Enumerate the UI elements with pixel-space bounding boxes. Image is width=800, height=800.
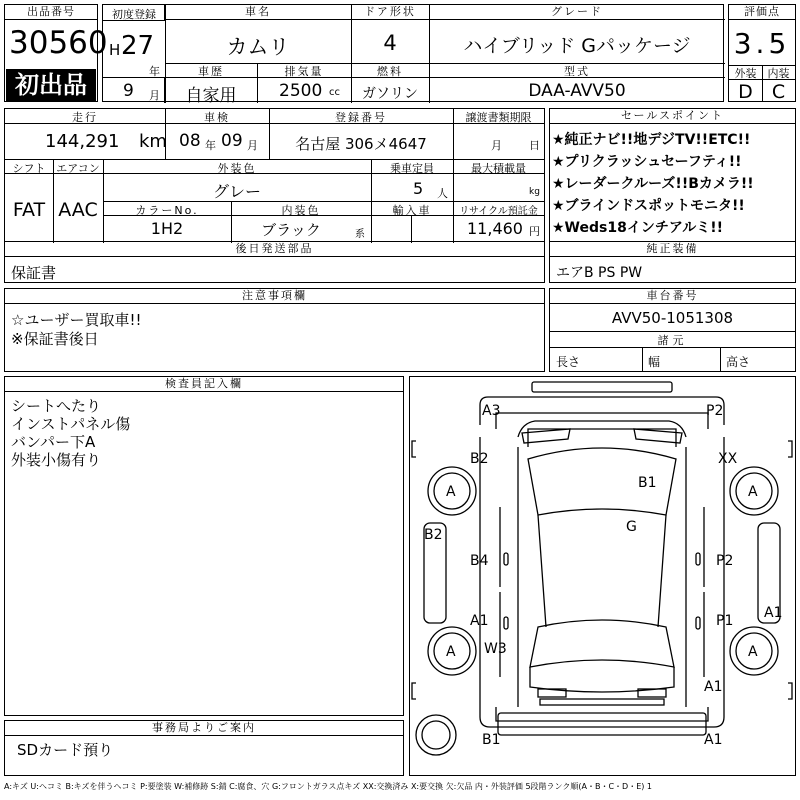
damage-mark: G (626, 519, 637, 535)
office-value: SDカード預り (17, 741, 114, 759)
later-parts-box (4, 241, 545, 283)
notes-label: 注意事項欄 (5, 289, 544, 304)
recycle-unit: 円 (529, 225, 540, 238)
reg-number-label: 登録番号 (335, 111, 387, 124)
sales-point: ★プリクラッシュセーフティ!! (552, 154, 742, 170)
first-reg-label: 初度登録 (112, 8, 156, 21)
mileage-unit: km (139, 131, 167, 152)
damage-mark: P2 (716, 553, 734, 569)
color-label: 外装色 (217, 162, 257, 175)
wheel-mark: A (748, 644, 758, 660)
reg-number: 名古屋 306メ4647 (295, 135, 427, 153)
damage-mark: B2 (470, 451, 489, 467)
fuel-label: 燃料 (377, 65, 403, 78)
reg-month-unit: 月 (149, 89, 160, 102)
ext-grade: D (738, 81, 753, 103)
wheel-mark: A (446, 644, 456, 660)
inspector-label: 検査員記入欄 (5, 377, 403, 392)
name-label: 車名 (165, 5, 351, 20)
insp-month: 09 (221, 131, 243, 151)
damage-mark: A1 (470, 613, 489, 629)
fuel-value: ガソリン (362, 86, 418, 102)
inspector-line: インストパネル傷 (11, 415, 131, 433)
damage-mark: A1 (704, 679, 723, 695)
interior-value: ブラック (261, 221, 321, 239)
displacement-unit: cc (329, 87, 340, 98)
insp-month-unit: 月 (247, 139, 258, 152)
capacity-unit: 人 (437, 187, 448, 200)
damage-mark: W3 (484, 641, 507, 657)
capacity-label: 乗車定員 (390, 162, 434, 175)
mileage-label: 走行 (72, 111, 98, 124)
office-box (4, 720, 404, 776)
reg-year: 27 (121, 31, 155, 61)
door-label: ドア形状 (351, 5, 429, 20)
sales-point: ★Weds18インチアルミ!! (552, 220, 724, 236)
shift-label: シフト (12, 162, 46, 175)
notes-line: ※保証書後日 (11, 330, 99, 348)
header-table (102, 4, 724, 106)
recycle-value: 11,460 (467, 219, 523, 238)
sales-point: ★ブラインドスポットモニタ!! (552, 198, 745, 214)
equipment-value: エアB PS PW (556, 265, 643, 281)
damage-diagram (409, 376, 796, 776)
transfer-month-unit: 月 (491, 139, 502, 152)
sales-points-label: セールスポイント (550, 109, 795, 124)
width-label: 幅 (648, 355, 661, 369)
chassis-box (549, 288, 796, 372)
grade-value: ハイブリッド Gパッケージ (463, 35, 691, 57)
later-parts-label: 後日発送部品 (5, 242, 544, 257)
lot-box (4, 4, 108, 102)
insp-year: 08 (179, 131, 201, 151)
first-listing-badge: 初出品 (6, 69, 96, 101)
ac-value: AAC (58, 199, 98, 221)
inspector-box (4, 376, 404, 716)
equipment-box (549, 241, 796, 283)
inspector-line: バンパー下A (11, 433, 96, 451)
door-count: 4 (383, 31, 397, 55)
wheel-mark: A (446, 484, 456, 500)
legend: A:キズ U:ヘコミ B:キズを伴うヘコミ P:要塗装 W:補修跡 S:錆 C:腐食、穴 G:フロントガラス点キズ XX:交換済み X:要交換 欠:欠品 内・外装評価 5段階ランク順(A・B・C・D・E) 1 (4, 782, 653, 791)
damage-mark: B1 (638, 475, 657, 491)
history-value: 自家用 (185, 86, 237, 106)
sales-point: ★純正ナビ!!地デジTV!!ETC!! (552, 132, 751, 148)
office-label: 事務局よりご案内 (5, 721, 403, 736)
length-label: 長さ (556, 355, 581, 369)
int-grade: C (771, 81, 786, 103)
score-label: 評価点 (729, 5, 795, 20)
score-value: 3.5 (733, 27, 791, 60)
era: H (109, 41, 121, 59)
load-unit: kg (529, 187, 540, 197)
chassis-label: 車台番号 (550, 289, 795, 304)
load-label: 最大積載量 (471, 162, 526, 175)
damage-mark: P2 (706, 403, 724, 419)
displacement-label: 排気量 (284, 65, 324, 78)
grade-label: グレード (429, 5, 725, 20)
notes-line: ☆ユーザー買取車!! (11, 311, 142, 329)
specs-table (4, 108, 545, 242)
ac-label: エアコン (56, 162, 100, 175)
transfer-day-unit: 日 (529, 139, 540, 152)
damage-mark: A3 (482, 403, 501, 419)
reg-year-unit: 年 (149, 65, 160, 78)
capacity-value: 5 (413, 179, 424, 198)
model-label: 型式 (564, 65, 590, 78)
car-outline (410, 377, 795, 775)
inspector-line: 外装小傷有り (11, 451, 102, 469)
later-parts-value: 保証書 (11, 264, 57, 282)
damage-mark: B2 (424, 527, 443, 543)
color-no-label: カラーNo. (135, 204, 199, 217)
score-box (728, 4, 796, 102)
notes-box (4, 288, 545, 372)
color-no: 1H2 (150, 219, 184, 238)
mileage-value: 144,291 (45, 131, 120, 152)
shift-value: FAT (12, 199, 46, 221)
dimensions-label: 諸元 (657, 334, 688, 347)
car-name: カムリ (226, 35, 290, 59)
height-label: 高さ (726, 355, 751, 369)
model-value: DAA-AVV50 (528, 81, 626, 101)
damage-mark: B4 (470, 553, 489, 569)
color-value: グレー (212, 182, 261, 201)
damage-mark: B1 (482, 732, 501, 748)
displacement-value: 2500 (279, 81, 323, 101)
lot-number: 30560 (9, 25, 108, 61)
wheel-mark: A (748, 484, 758, 500)
sales-points-box (549, 108, 796, 242)
reg-month: 9 (123, 81, 134, 101)
insp-year-unit: 年 (205, 139, 216, 152)
int-label: 内装 (767, 67, 790, 80)
ext-label: 外装 (734, 67, 757, 80)
damage-mark: A1 (764, 605, 783, 621)
damage-mark: A1 (704, 732, 723, 748)
inspection-label: 車検 (204, 111, 230, 124)
interior-unit: 系 (355, 229, 365, 240)
history-label: 車歴 (198, 65, 224, 78)
equipment-label: 純正装備 (550, 242, 795, 257)
lot-label: 出品番号 (5, 5, 97, 20)
transfer-label: 譲渡書類期限 (465, 111, 532, 124)
chassis-number: AVV50-1051308 (611, 309, 734, 327)
inspector-line: シートへたり (11, 397, 102, 415)
damage-mark: XX (718, 451, 738, 467)
sales-point: ★レーダークルーズ!!Bカメラ!! (552, 176, 754, 192)
interior-label: 内装色 (281, 204, 321, 217)
import-label: 輸入車 (392, 204, 432, 217)
recycle-label: リサイクル預託金 (459, 206, 538, 217)
damage-mark: P1 (716, 613, 734, 629)
